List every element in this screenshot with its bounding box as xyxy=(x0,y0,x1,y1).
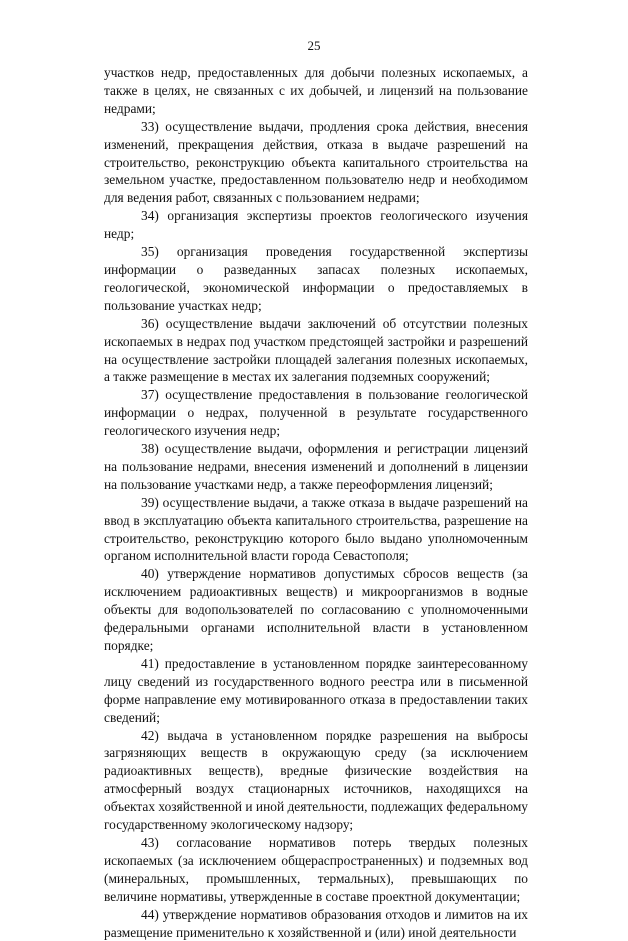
paragraph-item-42: 42) выдача в установленном порядке разрешения на выбросы загрязняющих веществ в окружающую среду (за исключением радиоактивных веществ), вредные физические воздействия на атмосферный воздух стационарных источников, находящихся на объектах хозяйственной и иной деятельности, подлежащих федеральному государственному экологическому надзору; xyxy=(104,727,528,833)
paragraph-item-35: 35) организация проведения государственной экспертизы информации о разведанных запасах полезных ископаемых, геологической, экономической информации о предоставляемых в пользование участках недр; xyxy=(104,244,528,313)
paragraph-item-37: 37) осуществление предоставления в пользование геологической информации о недрах, полученной в результате государственного геологического изучения недр; xyxy=(104,387,528,439)
paragraph-continuation: участков недр, предоставленных для добычи полезных ископаемых, а также в целях, не связанных с их добычей, и лицензий на пользование недрами; xyxy=(104,65,528,116)
paragraph-item-41: 41) предоставление в установленном порядке заинтересованному лицу сведений из государственного водного реестра или в письменной форме направление ему мотивированного отказа в предоставлении таких сведений; xyxy=(104,655,528,725)
page-number: 25 xyxy=(307,38,321,53)
paragraph-item-40: 40) утверждение нормативов допустимых сбросов веществ (за исключением радиоактивных веществ) и микроорганизмов в водные объекты для водопользователей по согласованию с уполномоченными федеральными органами исполнительной власти в установленном порядке; xyxy=(104,566,528,653)
paragraph-item-36: 36) осуществление выдачи заключений об отсутствии полезных ископаемых в недрах под участком предстоящей застройки и разрешений на осуществление застройки площадей залегания полезных ископаемых, а также размещение в местах их залегания подземных сооружений; xyxy=(104,315,528,385)
paragraph-item-34: 34) организация экспертизы проектов геологического изучения недр; xyxy=(104,208,528,242)
paragraph-item-39: 39) осуществление выдачи, а также отказа в выдаче разрешений на ввод в эксплуатацию объекта капитального строительства, разрешение на строительство, реконструкцию которого было выдано уполномоченным органом исполнительной власти города Севастополя; xyxy=(104,494,528,564)
paragraph-item-33: 33) осуществление выдачи, продления срока действия, внесения изменений, прекращения действия, отказа в выдаче разрешений на строительство, реконструкцию объекта капитального строительства на земельном участке, предоставленном пользователю недр и необходимом для ведения работ, связанных с пользованием недрами; xyxy=(104,118,528,206)
document-body xyxy=(104,64,528,941)
paragraph-item-44: 44) утверждение нормативов образования отходов и лимитов на их размещение применительно к хозяйственной и (или) иной деятельности xyxy=(104,906,528,940)
paragraph-item-43: 43) согласование нормативов потерь твердых полезных ископаемых (за исключением общераспространенных) и подземных вод (минеральных, промышленных, термальных), превышающих по величине нормативы, утвержденные в составе проектной документации; xyxy=(104,834,528,904)
paragraph-item-38: 38) осуществление выдачи, оформления и регистрации лицензий на пользование недрами, внесения изменений и дополнений в лицензии на пользование участками недр, а также переоформления лицензий; xyxy=(104,441,528,492)
